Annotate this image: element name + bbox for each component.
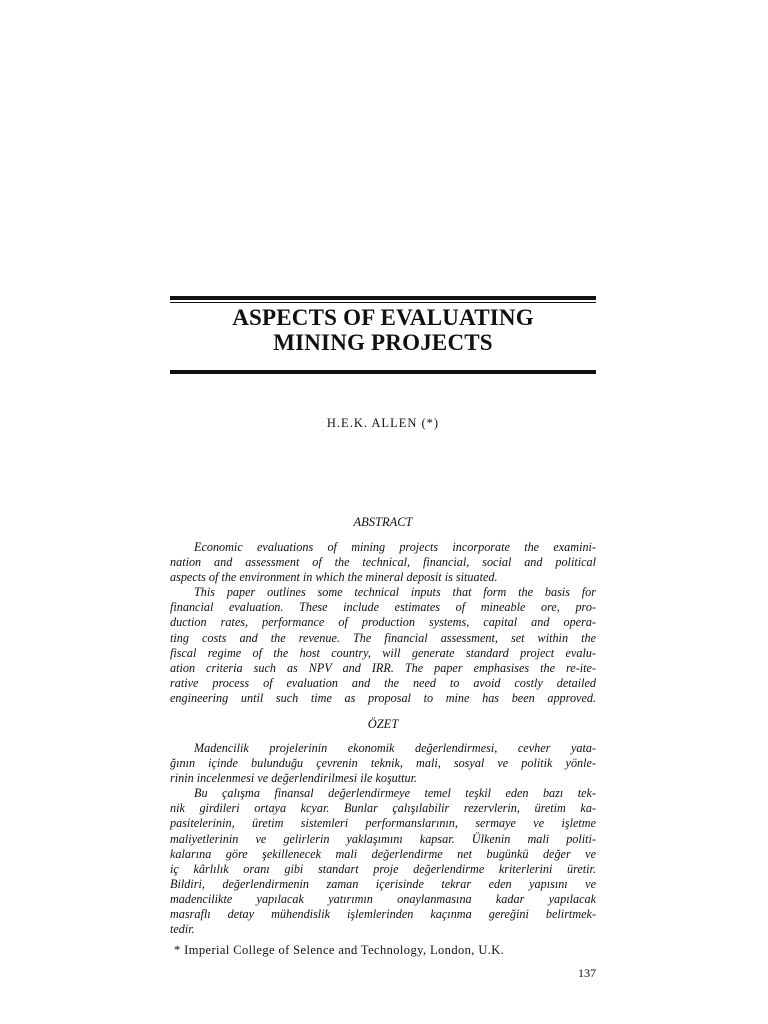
abstract-line: financial evaluation. These include estimates of mineable ore, pro- xyxy=(170,600,596,615)
author-affiliation-footnote: * Imperial College of Selence and Technology, London, U.K. xyxy=(174,943,505,957)
author: H.E.K. ALLEN (*) xyxy=(326,416,440,430)
page-number: 137 xyxy=(578,966,596,980)
abstract-line: fiscal regime of the host country, will generate standard project evalu- xyxy=(170,645,596,660)
abstract-line: engineering until such time as proposal to mine has been approved. xyxy=(170,690,596,705)
abstract-line: nation and assessment of the technical, financial, social and political xyxy=(170,555,596,570)
abstract-line: ation criteria such as NPV and IRR. The paper emphasises the re-ite- xyxy=(170,660,596,675)
title-rule-top xyxy=(170,296,596,300)
abstract-line: Economic evaluations of mining projects incorporate the examini- xyxy=(194,540,596,554)
abstract-body xyxy=(170,540,596,706)
abstract-line: duction rates, performance of production systems, capital and opera- xyxy=(170,615,596,630)
abstract-line: ting costs and the revenue. The financial assessment, set within the xyxy=(170,630,596,645)
title-line-2: MINING PROJECTS xyxy=(273,330,493,355)
abstract-line: This paper outlines some technical inputs that form the basis for xyxy=(194,585,596,600)
paper-title xyxy=(170,305,596,355)
ozet-line: kalarına göre şekillenecek mali değerlendirme net bugünkü değer ve xyxy=(170,846,596,861)
ozet-line: rinin incelenmesi ve değerlendirilmesi ile koşuttur. xyxy=(170,771,418,786)
ozet-line: nik girdileri ortaya kcyar. Bunlar çalışılabilir rezervlerin, üretim ka- xyxy=(170,801,596,816)
abstract-line: aspects of the environment in which the mineral deposit is situated. xyxy=(170,570,498,585)
title-line-1: ASPECTS OF EVALUATING xyxy=(232,305,534,330)
ozet-line: maliyetlerinin ve gelirlerin yaklaşımını kapsar. Ülkenin mali politi- xyxy=(170,831,596,846)
ozet-heading: ÖZET xyxy=(367,717,399,731)
title-rule-bottom xyxy=(170,370,596,374)
ozet-line: pasitelerinin, üretim sistemleri performanslarının, sermaye ve işletme xyxy=(170,816,596,831)
ozet-line: tedir. xyxy=(170,922,195,937)
ozet-line: ğının içinde bulunduğu çevrenin teknik, mali, sosyal ve politik yönle- xyxy=(170,756,596,771)
ozet-line: Bildiri, değerlendirmenin zaman içerisinde tekrar eden yapısını ve xyxy=(170,876,596,891)
title-rule-top-thin xyxy=(170,302,596,303)
ozet-body xyxy=(170,741,596,937)
ozet-line: madencilikte yapılacak yatırımın onaylanmasına kadar yapılacak xyxy=(170,891,596,906)
ozet-line: iç kârlılık oranı gibi standart proje değerlendirme kriterlerini üretir. xyxy=(170,861,596,876)
abstract-heading: ABSTRACT xyxy=(353,515,413,529)
abstract-line: rative process of evaluation and the need to avoid costly detailed xyxy=(170,675,596,690)
ozet-line: Madencilik projelerinin ekonomik değerlendirmesi, cevher yata- xyxy=(194,741,596,755)
ozet-line: masraflı detay mühendislik işlemlerinden kaçınma gereğini belirtmek- xyxy=(170,907,596,922)
ozet-line: Bu çalışma finansal değerlendirmeye temel teşkil eden bazı tek- xyxy=(194,786,596,801)
